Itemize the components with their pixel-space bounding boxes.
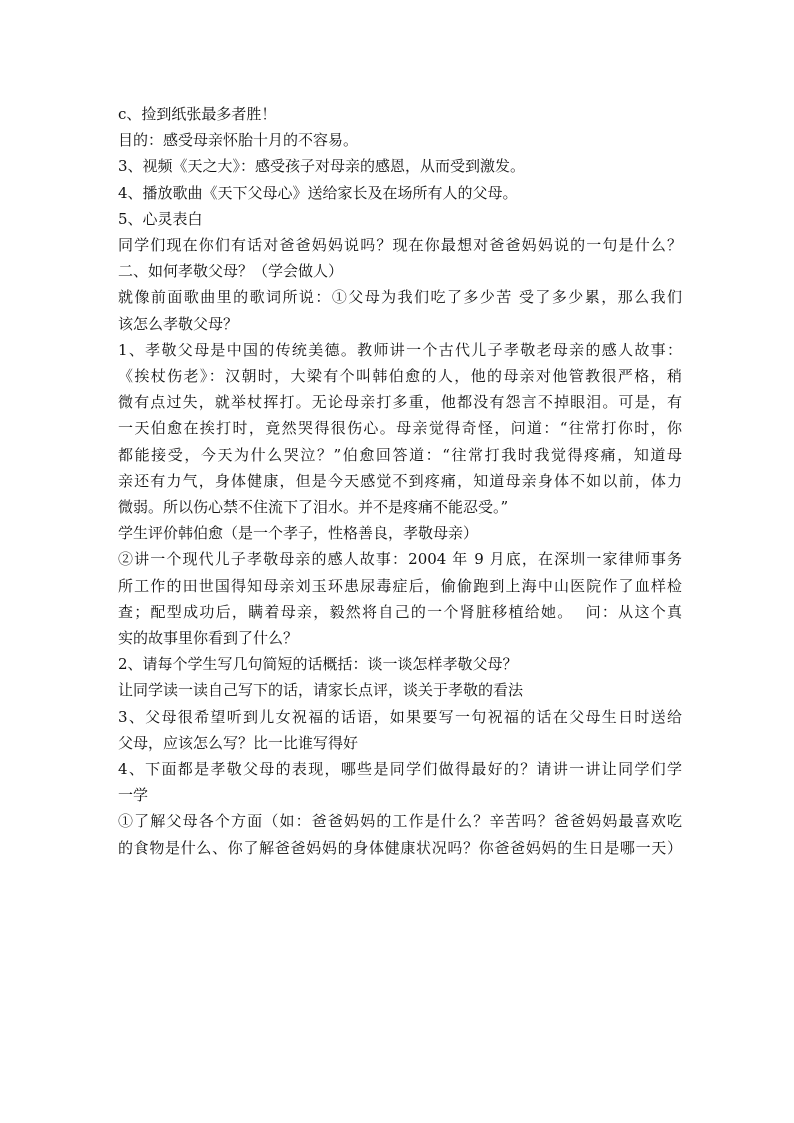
text-line: ②讲一个现代儿子孝敬母亲的感人故事：2004 年 9 月底，在深圳一家律师事务 <box>118 550 682 569</box>
text-line: 《挨杖伤老》：汉朝时，大梁有个叫韩伯愈的人，他的母亲对他管教很严格，稍 <box>118 367 682 386</box>
section-heading: 二、如何孝敬父母？（学会做人） <box>118 262 344 281</box>
text-line: 的食物是什么、你了解爸爸妈妈的身体健康状况吗？你爸爸妈妈的生日是哪一天） <box>118 838 682 857</box>
text-line: 让同学读一读自己写下的话，请家长点评，谈关于孝敬的看法 <box>118 681 524 700</box>
text-line: 查；配型成功后，瞒着母亲，毅然将自己的一个肾脏移植给她。 问：从这个真 <box>118 602 682 621</box>
text-line: 4、下面都是孝敬父母的表现，哪些是同学们做得最好的？请讲一讲让同学们学 <box>118 760 682 779</box>
text-line: 父母，应该怎么写？比一比谁写得好 <box>118 733 359 752</box>
text-line: 就像前面歌曲里的歌词所说：①父母为我们吃了多少苦 受了多少累，那么我们 <box>118 288 682 307</box>
text-line: 一天伯愈在挨打时，竟然哭得很伤心。母亲觉得奇怪，问道：“往常打你时，你 <box>118 419 682 438</box>
text-line: 该怎么孝敬父母？ <box>118 314 239 333</box>
text-line: 目的：感受母亲怀胎十月的不容易。 <box>118 131 359 150</box>
text-line: 1、孝敬父母是中国的传统美德。教师讲一个古代儿子孝敬老母亲的感人故事： <box>118 340 682 359</box>
text-line: 一学 <box>118 786 149 805</box>
text-line: 2、请每个学生写几句简短的话概括：谈一谈怎样孝敬父母？ <box>118 655 518 674</box>
text-line: 学生评价韩伯愈（是一个孝子，性格善良，孝敬母亲） <box>118 524 479 543</box>
text-line: 都能接受，今天为什么哭泣？”伯愈回答道：“往常打我时我觉得疼痛，知道母 <box>118 445 682 464</box>
text-line: 5、心灵表白 <box>118 209 203 228</box>
text-line: 亲还有力气，身体健康，但是今天感觉不到疼痛，知道母亲身体不如以前，体力 <box>118 471 682 490</box>
text-line: 实的故事里你看到了什么？ <box>118 629 299 648</box>
text-line: 微有点过失，就举杖挥打。无论母亲打多重，他都没有怨言不掉眼泪。可是，有 <box>118 393 682 412</box>
text-line: ①了解父母各个方面（如：爸爸妈妈的工作是什么？辛苦吗？爸爸妈妈最喜欢吃 <box>118 812 682 831</box>
text-line: c、捡到纸张最多者胜！ <box>118 105 277 123</box>
text-line: 所工作的田世国得知母亲刘玉环患尿毒症后，偷偷跑到上海中山医院作了血样检 <box>118 576 682 595</box>
text-line: 3、父母很希望听到儿女祝福的话语，如果要写一句祝福的话在父母生日时送给 <box>118 707 682 726</box>
text-line: 4、播放歌曲《天下父母心》送给家长及在场所有人的父母。 <box>118 183 518 202</box>
text-line: 3、视频《天之大》：感受孩子对母亲的感恩，从而受到激发。 <box>118 157 526 176</box>
document-body <box>118 101 682 861</box>
text-line: 同学们现在你们有话对爸爸妈妈说吗？现在你最想对爸爸妈妈说的一句是什么？ <box>118 236 682 255</box>
text-line: 微弱。所以伤心禁不住流下了泪水。并不是疼痛不能忍受。” <box>118 498 509 517</box>
